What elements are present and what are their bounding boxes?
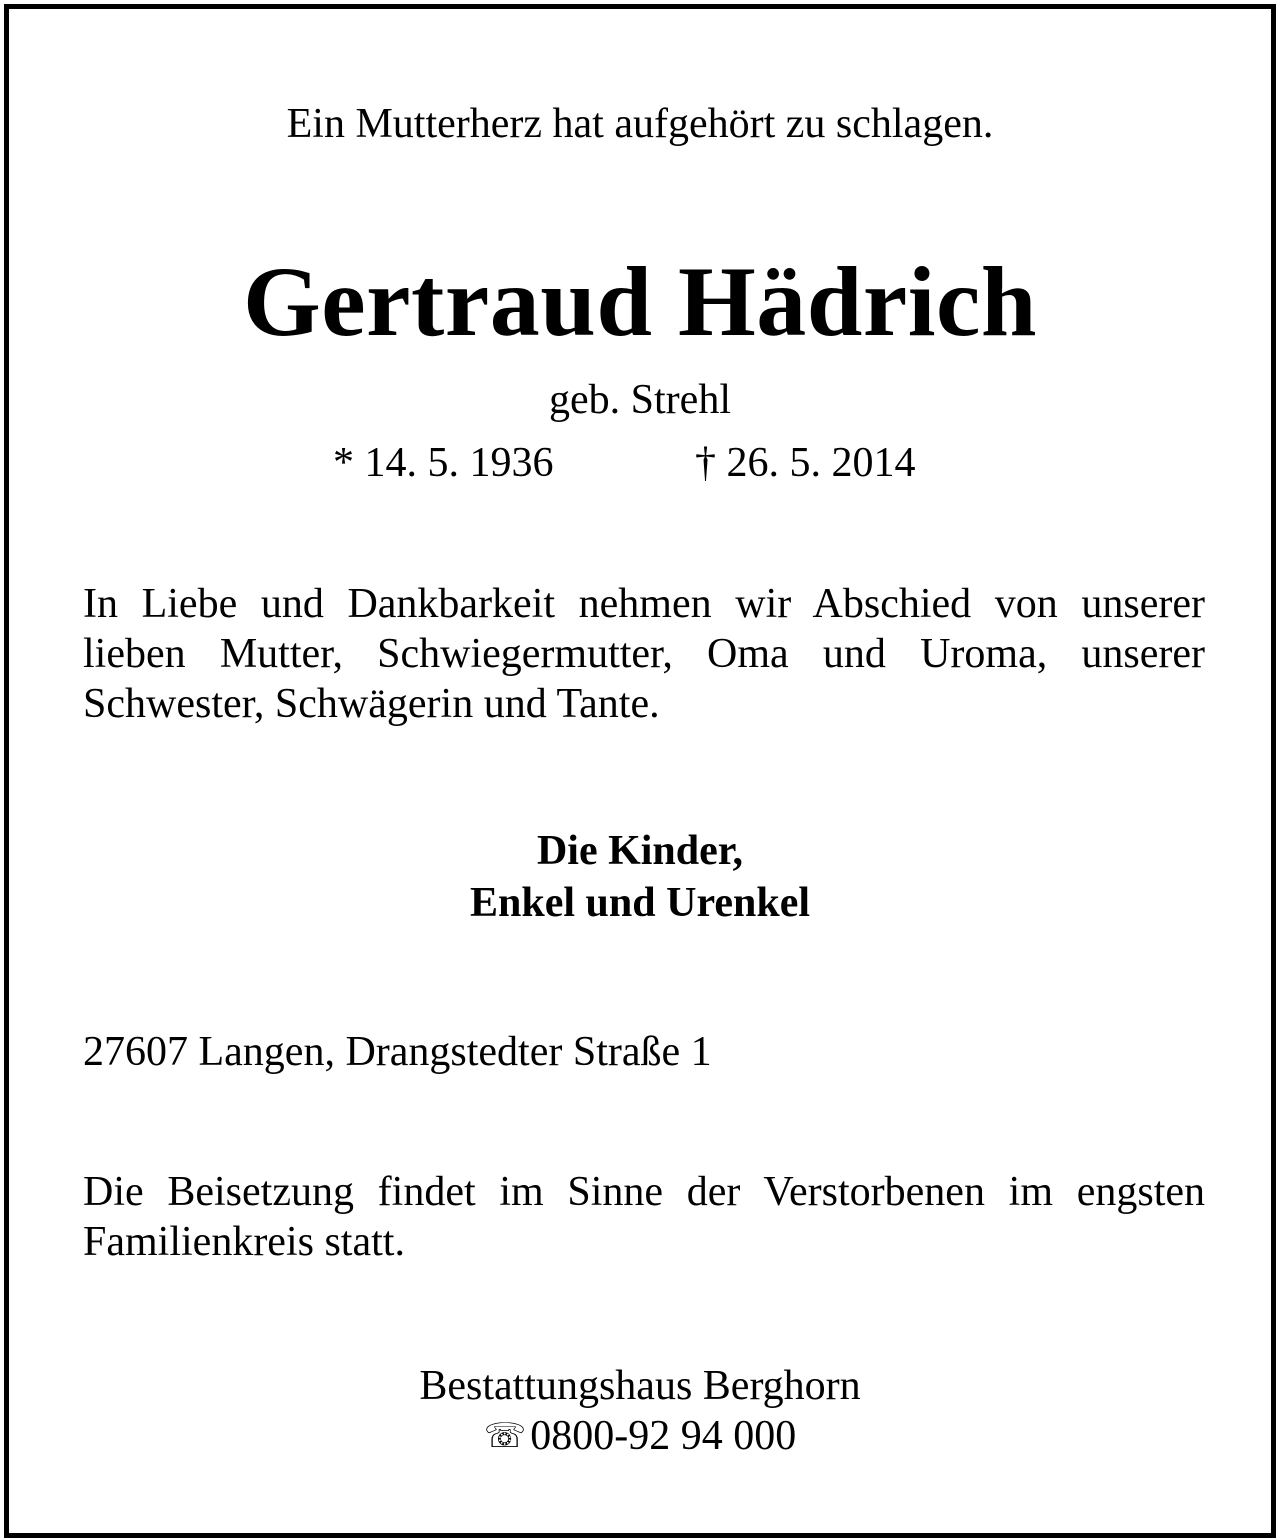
phone-number: 0800-92 94 000 bbox=[530, 1413, 797, 1459]
signature-line-2: Enkel und Urenkel bbox=[470, 880, 810, 926]
birth-date: * 14. 5. 1936 bbox=[333, 440, 554, 486]
address: 27607 Langen, Drangstedter Straße 1 bbox=[83, 1029, 712, 1075]
signature-line-1: Die Kinder, bbox=[536, 828, 744, 874]
phone-row bbox=[9, 1411, 1271, 1461]
funeral-home-name: Bestattungshaus Berghorn bbox=[419, 1363, 861, 1409]
signature-block bbox=[9, 825, 1271, 929]
obituary-notice bbox=[4, 4, 1276, 1538]
maiden-name: geb. Strehl bbox=[549, 377, 731, 423]
telephone-icon: ☏ bbox=[483, 1416, 527, 1456]
opening-line: Ein Mutterherz hat aufgehört zu schlagen. bbox=[286, 101, 994, 147]
life-dates bbox=[9, 435, 1271, 491]
death-date: † 26. 5. 2014 bbox=[695, 440, 916, 486]
burial-text: Die Beisetzung findet im Sinne der Verstorbenen im engsten Familienkreis statt. bbox=[83, 1169, 1205, 1265]
deceased-name: Gertraud Hädrich bbox=[242, 246, 1038, 357]
farewell-text: In Liebe und Dankbarkeit nehmen wir Abschied von unserer lieben Mutter, Schwiegermutter, Oma und Uroma, unserer Schwester, Schwägerin und Tante. bbox=[83, 581, 1205, 727]
